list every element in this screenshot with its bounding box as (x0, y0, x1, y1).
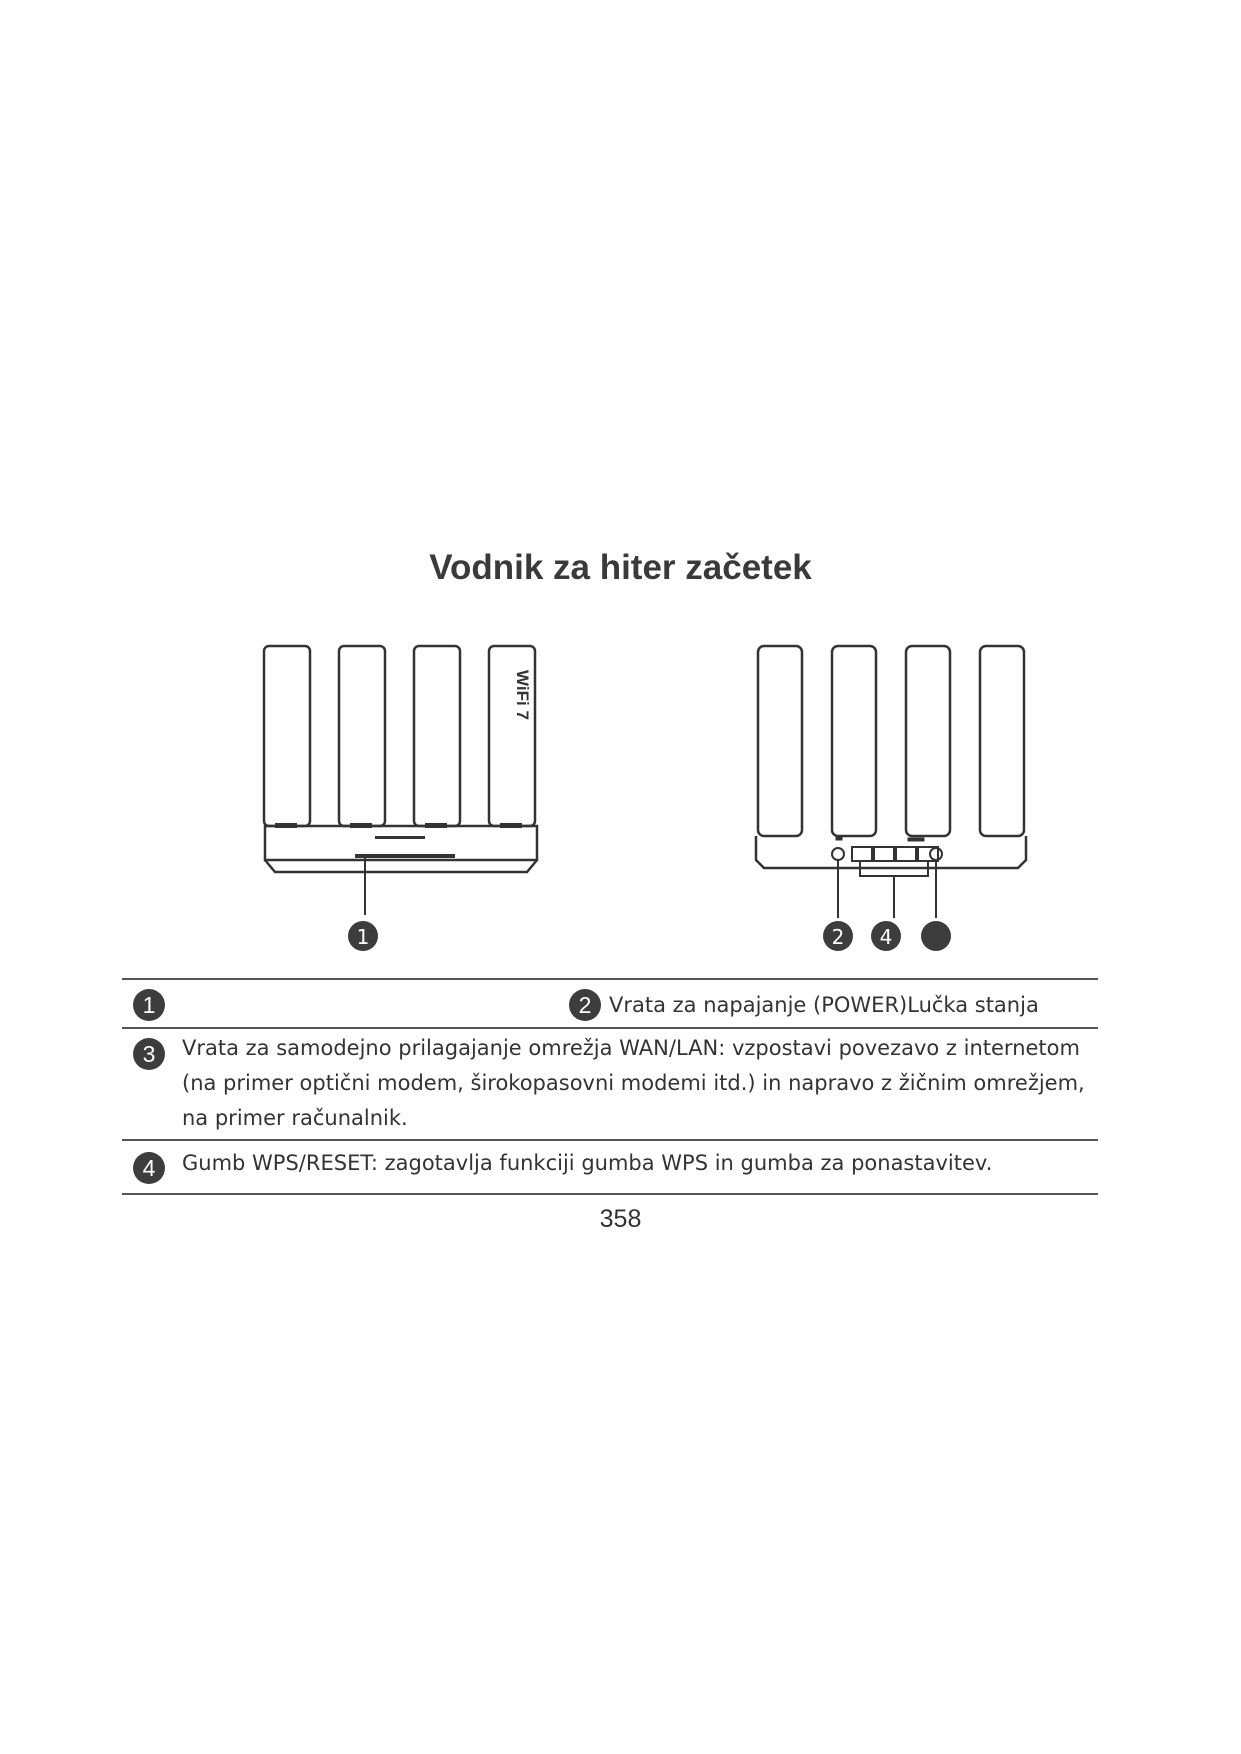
legend-badge-4: 4 (133, 1152, 165, 1184)
legend-text-2: Vrata za napajanje (POWER)Lučka stanja (609, 993, 1039, 1017)
legend-row-4 (122, 1143, 1098, 1188)
legend-text-4: Gumb WPS/RESET: zagotavlja funkciji gumba WPS in gumba za ponastavitev. (182, 1151, 993, 1175)
legend-badge-3: 3 (133, 1038, 165, 1070)
legend-text-3: Vrata za samodejno prilagajanje omrežja WAN/LAN: vzpostavi povezavo z internetom (na primer optični modem, širokopasovni modemi itd.) in napravo z žičnim omrežjem, na primer računalnik. (182, 1036, 1085, 1130)
router-back-view (748, 640, 1038, 960)
svg-text:4: 4 (879, 925, 893, 949)
legend-badge-2: 2 (569, 989, 601, 1021)
legend-row-3 (122, 1030, 1098, 1135)
page-title: Vodnik za hiter začetek (429, 548, 812, 587)
callout-1 (348, 921, 378, 951)
wifi7-badge (513, 670, 532, 720)
table-rule-2 (122, 1027, 1098, 1029)
callout-4 (871, 921, 901, 951)
legend-badge-1: 1 (133, 989, 165, 1021)
svg-text:2: 2 (831, 925, 845, 949)
table-rule-3 (122, 1139, 1098, 1141)
table-rule-top (122, 978, 1098, 980)
page-number: 358 (599, 1205, 642, 1233)
callout-2 (823, 921, 853, 951)
router-front-view (255, 640, 555, 960)
table-rule-bottom (122, 1193, 1098, 1195)
svg-text:1: 1 (356, 925, 370, 949)
legend-row-1-2 (122, 984, 1098, 1022)
callout-3 (921, 921, 951, 951)
svg-text:WiFi 7: WiFi 7 (513, 670, 532, 720)
